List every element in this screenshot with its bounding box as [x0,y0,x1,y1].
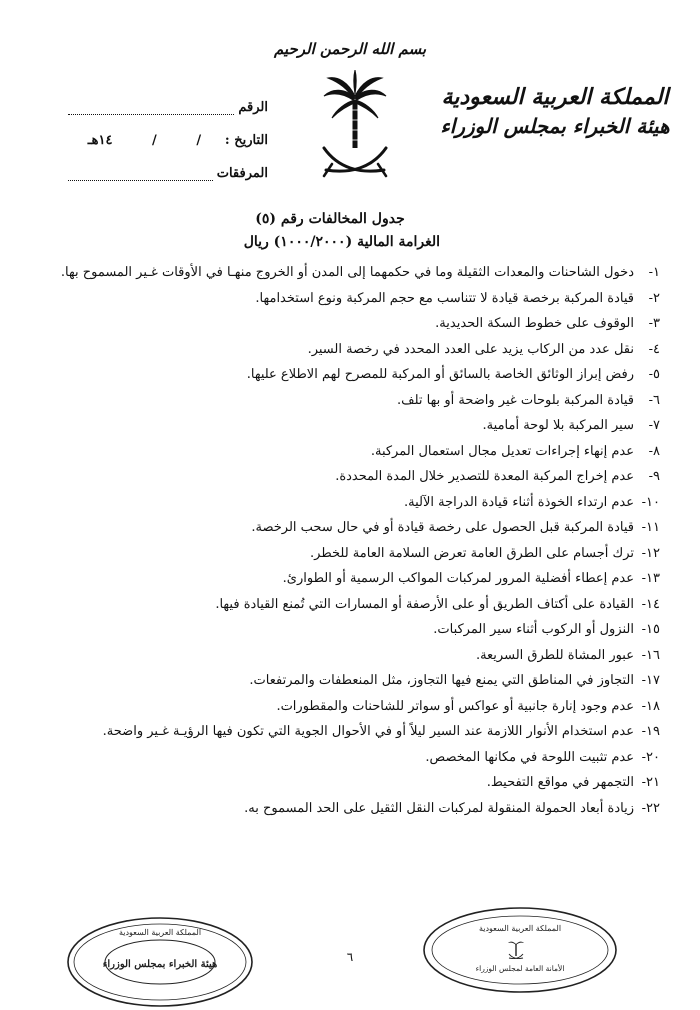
violation-text: عدم تثبيت اللوحة في مكانها المخصص. [425,749,634,765]
number-label: الرقم [238,100,268,115]
violation-number: ٢- [648,290,660,306]
violation-number: ٥- [648,367,660,382]
violation-text: عدم وجود إنارة جانبية أو عواكس أو سواتر للشاحنات والمقطورات. [276,698,634,714]
violation-number: ١٧- [641,673,660,688]
violation-number: ١٤- [641,596,660,612]
title-block [40,208,660,254]
official-seal-stamp [65,915,255,1010]
violation-text: القيادة على أكتاف الطريق أو على الأرصفة أو المسارات التي تُمنع القيادة فيها. [215,596,634,612]
violation-text: قيادة المركبة برخصة قيادة لا تتناسب مع حجم المركبة ونوع استخدامها. [255,290,634,306]
violation-number: ٩- [648,469,660,484]
violation-item [40,643,660,669]
violation-text: نقل عدد من الركاب يزيد على العدد المحدد في رخصة السير. [307,341,634,357]
violation-item [40,311,660,337]
violation-item [40,490,660,516]
violation-number: ٣- [648,316,660,331]
number-line [68,100,234,115]
palm-swords-emblem-icon [320,70,390,182]
date-value [68,134,221,148]
violation-number: ٢٢- [641,800,660,816]
violation-item [40,362,660,388]
violation-text: التجاوز في المناطق التي يمنع فيها التجاوز، مثل المنعطفات والمرتفعات. [249,673,634,688]
violation-number: ٤- [648,341,660,357]
violation-item [40,260,660,286]
violation-number: ١٣- [641,571,660,586]
violation-item [40,541,660,567]
hijri-year-suffix: ١٤هـ [87,133,113,148]
kingdom-name: المملكة العربية السعودية [441,84,669,110]
violation-number: ١٢- [641,545,660,561]
date-row [68,115,268,148]
violation-text: النزول أو الركوب أثناء سير المركبات. [433,622,634,637]
violation-text: قيادة المركبة بلوحات غير واضحة أو بها تلف. [397,392,634,408]
fine-amount: الغرامة المالية (١٠٠٠/٢٠٠٠) ريال [243,234,440,250]
violation-number: ١٦- [641,647,660,663]
basmala: بسم الله الرحمن الرحيم [273,40,427,58]
organization-name [440,82,670,140]
violation-text: قيادة المركبة قبل الحصول على رخصة قيادة أو في حال سحب الرخصة. [251,520,634,535]
violation-item [40,515,660,541]
violation-item [40,337,660,363]
violation-text: عدم إعطاء أفضلية المرور لمركبات المواكب الرسمية أو الطوارئ. [282,571,634,586]
violation-text: عبور المشاة للطرق السريعة. [475,647,634,663]
violation-item [40,388,660,414]
violation-text: عدم إخراج المركبة المعدة للتصدير خلال المدة المحددة. [335,469,634,484]
violation-item [40,719,660,745]
violations-list [40,260,660,821]
violation-item [40,745,660,771]
date-label: التاريخ : [224,133,268,148]
violation-number: ١٨- [641,698,660,714]
violation-text: الوقوف على خطوط السكة الحديدية. [435,316,634,331]
violation-item [40,413,660,439]
violation-number: ١- [648,265,660,280]
violation-item [40,694,660,720]
seal-text: هيئة الخبراء بمجلس الوزراء [102,959,218,970]
violation-number: ٢٠- [641,749,660,765]
violation-text: دخول الشاحنات والمعدات الثقيلة وما في حكمهما إلى المدن أو الخروج منهـا في الأوقات غـير المسموح بها. [60,265,634,280]
violation-text: زيادة أبعاد الحمولة المنقولة لمركبات النقل الثقيل على الحد المسموح به. [244,800,634,816]
violation-number: ١١- [641,520,660,535]
seal-text: المملكة العربية السعودية [118,928,202,937]
document-title: جدول المخالفات رقم (٥) [255,211,405,227]
violation-item [40,592,660,618]
attachments-row [68,148,268,181]
violation-item [40,796,660,822]
violation-text: ترك أجسام على الطرق العامة تعرض السلامة العامة للخطر. [310,545,634,561]
violation-item [40,464,660,490]
violation-text: عدم استخدام الأنوار اللازمة عند السير ليلاً أو في الأحوال الجوية التي تكون فيها الرؤيـة غـير واضحة. [102,724,634,739]
attachments-line [68,166,213,181]
attachments-label: المرفقات [216,166,268,181]
violation-item [40,770,660,796]
number-row [68,82,268,115]
violation-item [40,668,660,694]
violation-number: ٢١- [641,775,660,790]
violation-item [40,617,660,643]
date-separator: / [152,133,157,148]
violation-item [40,439,660,465]
violation-text: التجمهر في مواقع التفحيط. [486,775,634,790]
authority-name: هيئة الخبراء بمجلس الوزراء [440,114,670,138]
secretariat-seal-stamp [420,905,620,995]
violation-item [40,566,660,592]
violation-text: عدم إنهاء إجراءات تعديل مجال استعمال المركبة. [370,443,634,459]
violation-number: ٦- [648,392,660,408]
violation-item [40,286,660,312]
reference-fields [68,82,268,181]
violation-number: ١٠- [641,494,660,510]
seal-text: الأمانة العامة لمجلس الوزراء [475,964,565,973]
violation-number: ١٥- [641,622,660,637]
violation-number: ٧- [648,418,660,433]
violation-text: رفض إبراز الوثائق الخاصة بالسائق أو المركبة للمصرح لهم الاطلاع عليها. [246,367,634,382]
seal-text: المملكة العربية السعودية [478,924,562,933]
date-separator: / [196,133,202,148]
violation-text: سير المركبة بلا لوحة أمامية. [482,418,634,433]
violation-number: ١٩- [641,724,660,739]
page-number: ٦ [346,950,354,964]
violation-text: عدم ارتداء الخوذة أثناء قيادة الدراجة الآلية. [404,494,634,510]
violation-number: ٨- [648,443,660,459]
